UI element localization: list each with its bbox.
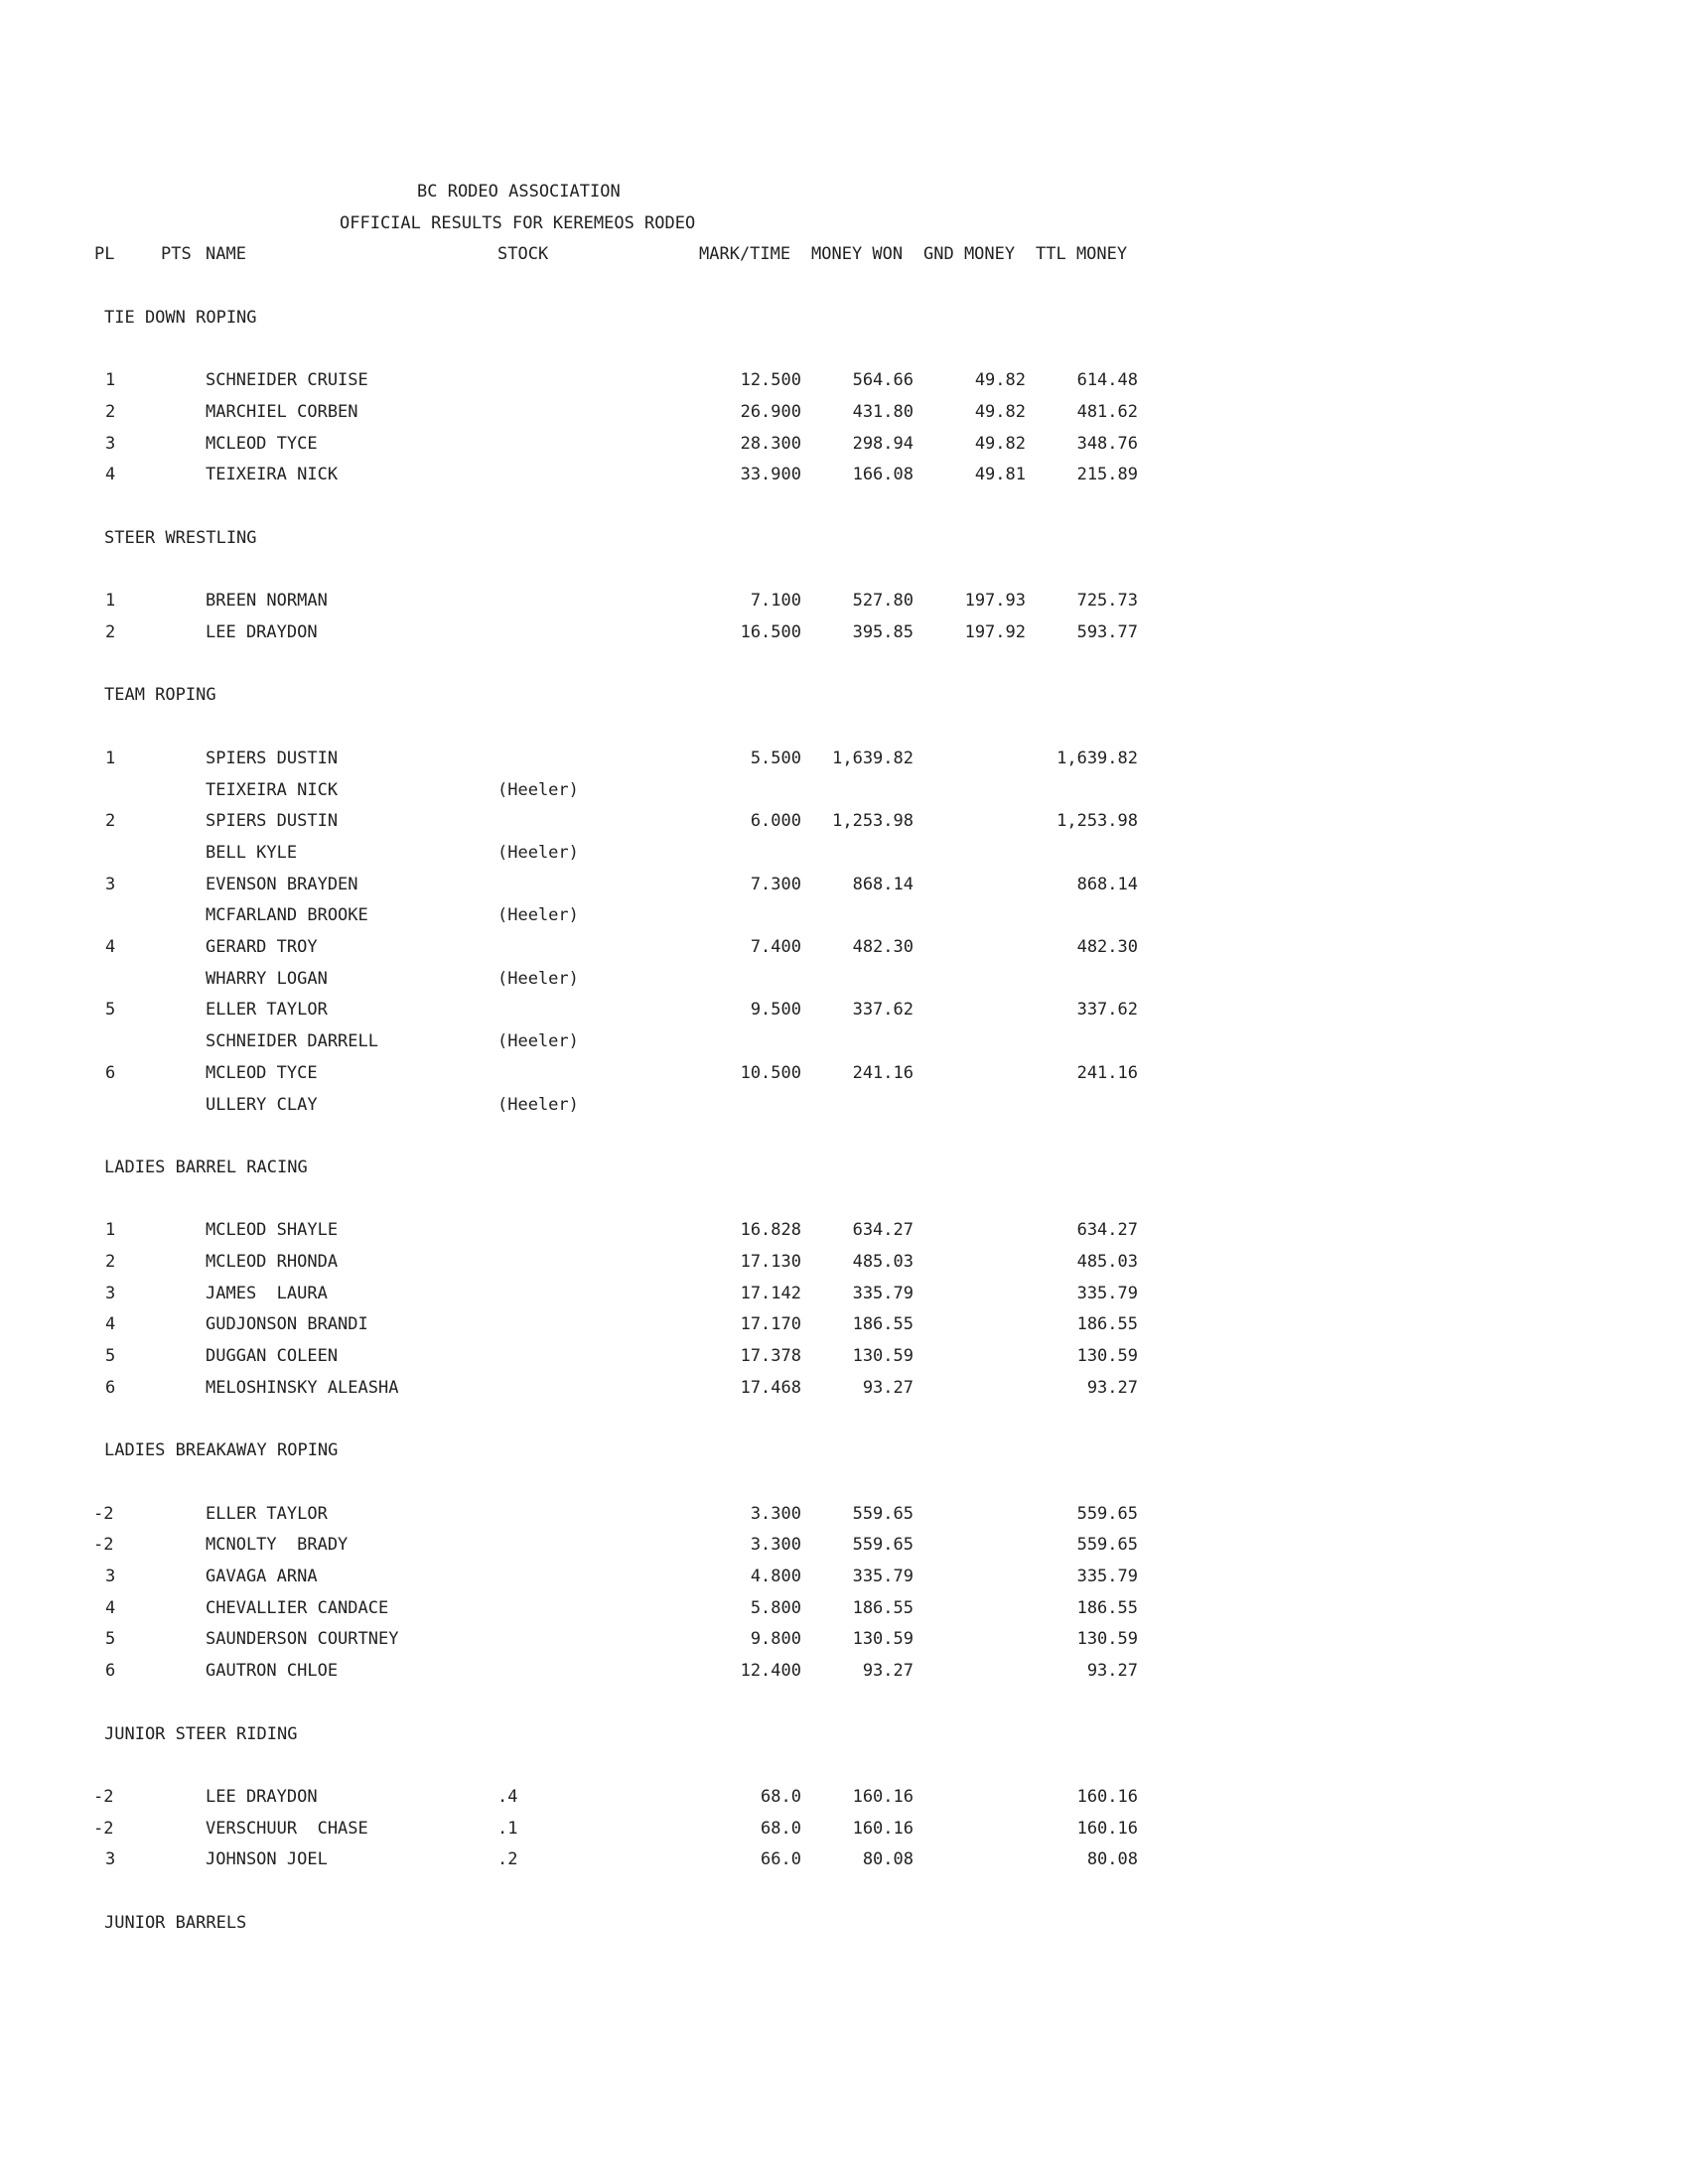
col-name: NAME xyxy=(206,244,246,264)
money-won: 559.65 xyxy=(852,1535,914,1555)
total-money: 482.30 xyxy=(1076,937,1138,957)
place: -2 xyxy=(93,1819,114,1839)
ground-money: 49.82 xyxy=(974,402,1026,422)
contestant-name: ULLERY CLAY xyxy=(206,1095,318,1115)
total-money: 335.79 xyxy=(1076,1284,1138,1303)
mark-time: 7.100 xyxy=(750,591,801,611)
total-money: 614.48 xyxy=(1076,370,1138,390)
mark-time: 12.500 xyxy=(740,370,801,390)
place: 1 xyxy=(105,591,116,611)
money-won: 160.16 xyxy=(852,1819,914,1839)
total-money: 335.79 xyxy=(1076,1567,1138,1586)
mark-time: 6.000 xyxy=(750,811,801,831)
contestant-name: MCLEOD SHAYLE xyxy=(206,1220,339,1240)
mark-time: 33.900 xyxy=(740,465,801,484)
contestant-name: TEIXEIRA NICK xyxy=(206,780,339,800)
total-money: 241.16 xyxy=(1076,1063,1138,1083)
contestant-name: JAMES LAURA xyxy=(206,1284,328,1303)
stock: (Heeler) xyxy=(497,843,579,863)
place: 4 xyxy=(105,1598,116,1618)
place: 4 xyxy=(105,937,116,957)
money-won: 160.16 xyxy=(852,1787,914,1807)
mark-time: 16.500 xyxy=(740,622,801,642)
total-money: 186.55 xyxy=(1076,1598,1138,1618)
stock: .2 xyxy=(497,1849,518,1869)
money-won: 93.27 xyxy=(862,1378,914,1398)
place: 4 xyxy=(105,1314,116,1334)
mark-time: 68.0 xyxy=(761,1819,801,1839)
money-won: 1,253.98 xyxy=(832,811,914,831)
mark-time: 3.300 xyxy=(750,1504,801,1524)
mark-time: 5.800 xyxy=(750,1598,801,1618)
report-subtitle: OFFICIAL RESULTS FOR KEREMEOS RODEO xyxy=(340,213,696,233)
place: 1 xyxy=(105,1220,116,1240)
place: 3 xyxy=(105,875,116,894)
contestant-name: EVENSON BRAYDEN xyxy=(206,875,358,894)
total-money: 559.65 xyxy=(1076,1504,1138,1524)
total-money: 160.16 xyxy=(1076,1787,1138,1807)
place: 6 xyxy=(105,1661,116,1681)
mark-time: 17.130 xyxy=(740,1252,801,1272)
money-won: 564.66 xyxy=(852,370,914,390)
money-won: 485.03 xyxy=(852,1252,914,1272)
stock: (Heeler) xyxy=(497,905,579,925)
event-title: STEER WRESTLING xyxy=(104,528,257,548)
stock: .4 xyxy=(497,1787,518,1807)
total-money: 725.73 xyxy=(1076,591,1138,611)
contestant-name: GERARD TROY xyxy=(206,937,318,957)
col-mark-time: MARK/TIME xyxy=(699,244,791,264)
contestant-name: CHEVALLIER CANDACE xyxy=(206,1598,389,1618)
mark-time: 9.800 xyxy=(750,1629,801,1649)
total-money: 1,253.98 xyxy=(1056,811,1138,831)
mark-time: 68.0 xyxy=(761,1787,801,1807)
event-title: TIE DOWN ROPING xyxy=(104,308,257,328)
ground-money: 197.92 xyxy=(964,622,1026,642)
total-money: 481.62 xyxy=(1076,402,1138,422)
total-money: 559.65 xyxy=(1076,1535,1138,1555)
contestant-name: LEE DRAYDON xyxy=(206,1787,318,1807)
mark-time: 10.500 xyxy=(740,1063,801,1083)
place: 3 xyxy=(105,1849,116,1869)
contestant-name: MCFARLAND BROOKE xyxy=(206,905,368,925)
place: 6 xyxy=(105,1063,116,1083)
money-won: 337.62 xyxy=(852,1000,914,1020)
money-won: 335.79 xyxy=(852,1567,914,1586)
event-title: JUNIOR BARRELS xyxy=(104,1913,247,1933)
money-won: 166.08 xyxy=(852,465,914,484)
contestant-name: TEIXEIRA NICK xyxy=(206,465,339,484)
contestant-name: SCHNEIDER DARRELL xyxy=(206,1031,378,1051)
money-won: 868.14 xyxy=(852,875,914,894)
contestant-name: ELLER TAYLOR xyxy=(206,1000,328,1020)
mark-time: 26.900 xyxy=(740,402,801,422)
place: 3 xyxy=(105,1567,116,1586)
col-gnd-money: GND MONEY xyxy=(923,244,1016,264)
place: 2 xyxy=(105,622,116,642)
total-money: 130.59 xyxy=(1076,1346,1138,1366)
contestant-name: MCLEOD TYCE xyxy=(206,434,318,454)
contestant-name: ELLER TAYLOR xyxy=(206,1504,328,1524)
total-money: 593.77 xyxy=(1076,622,1138,642)
mark-time: 17.170 xyxy=(740,1314,801,1334)
total-money: 160.16 xyxy=(1076,1819,1138,1839)
contestant-name: BELL KYLE xyxy=(206,843,298,863)
contestant-name: SAUNDERSON COURTNEY xyxy=(206,1629,399,1649)
place: 5 xyxy=(105,1346,116,1366)
money-won: 559.65 xyxy=(852,1504,914,1524)
mark-time: 17.378 xyxy=(740,1346,801,1366)
mark-time: 12.400 xyxy=(740,1661,801,1681)
total-money: 337.62 xyxy=(1076,1000,1138,1020)
mark-time: 5.500 xyxy=(750,749,801,768)
stock: (Heeler) xyxy=(497,1095,579,1115)
place: 5 xyxy=(105,1000,116,1020)
place: -2 xyxy=(93,1787,114,1807)
contestant-name: JOHNSON JOEL xyxy=(206,1849,328,1869)
money-won: 93.27 xyxy=(862,1661,914,1681)
mark-time: 9.500 xyxy=(750,1000,801,1020)
money-won: 431.80 xyxy=(852,402,914,422)
mark-time: 28.300 xyxy=(740,434,801,454)
contestant-name: SCHNEIDER CRUISE xyxy=(206,370,368,390)
place: 4 xyxy=(105,465,116,484)
ground-money: 49.82 xyxy=(974,370,1026,390)
place: 1 xyxy=(105,370,116,390)
contestant-name: VERSCHUUR CHASE xyxy=(206,1819,368,1839)
money-won: 298.94 xyxy=(852,434,914,454)
mark-time: 4.800 xyxy=(750,1567,801,1586)
total-money: 868.14 xyxy=(1076,875,1138,894)
contestant-name: MELOSHINSKY ALEASHA xyxy=(206,1378,399,1398)
contestant-name: DUGGAN COLEEN xyxy=(206,1346,339,1366)
ground-money: 197.93 xyxy=(964,591,1026,611)
money-won: 335.79 xyxy=(852,1284,914,1303)
total-money: 130.59 xyxy=(1076,1629,1138,1649)
total-money: 1,639.82 xyxy=(1056,749,1138,768)
money-won: 1,639.82 xyxy=(832,749,914,768)
place: 2 xyxy=(105,402,116,422)
money-won: 130.59 xyxy=(852,1346,914,1366)
place: 1 xyxy=(105,749,116,768)
col-pl: PL xyxy=(94,244,115,264)
contestant-name: MARCHIEL CORBEN xyxy=(206,402,358,422)
contestant-name: BREEN NORMAN xyxy=(206,591,328,611)
mark-time: 7.300 xyxy=(750,875,801,894)
mark-time: 17.468 xyxy=(740,1378,801,1398)
money-won: 241.16 xyxy=(852,1063,914,1083)
money-won: 186.55 xyxy=(852,1598,914,1618)
money-won: 130.59 xyxy=(852,1629,914,1649)
event-title: LADIES BREAKAWAY ROPING xyxy=(104,1440,339,1460)
contestant-name: GAUTRON CHLOE xyxy=(206,1661,339,1681)
contestant-name: SPIERS DUSTIN xyxy=(206,811,339,831)
stock: (Heeler) xyxy=(497,969,579,989)
money-won: 186.55 xyxy=(852,1314,914,1334)
contestant-name: MCNOLTY BRADY xyxy=(206,1535,349,1555)
ground-money: 49.81 xyxy=(974,465,1026,484)
contestant-name: GAVAGA ARNA xyxy=(206,1567,318,1586)
place: 2 xyxy=(105,1252,116,1272)
place: 6 xyxy=(105,1378,116,1398)
place: -2 xyxy=(93,1535,114,1555)
money-won: 395.85 xyxy=(852,622,914,642)
stock: .1 xyxy=(497,1819,518,1839)
place: -2 xyxy=(93,1504,114,1524)
contestant-name: LEE DRAYDON xyxy=(206,622,318,642)
total-money: 80.08 xyxy=(1086,1849,1138,1869)
mark-time: 66.0 xyxy=(761,1849,801,1869)
contestant-name: MCLEOD RHONDA xyxy=(206,1252,339,1272)
money-won: 527.80 xyxy=(852,591,914,611)
mark-time: 17.142 xyxy=(740,1284,801,1303)
place: 3 xyxy=(105,434,116,454)
stock: (Heeler) xyxy=(497,780,579,800)
total-money: 186.55 xyxy=(1076,1314,1138,1334)
col-money-won: MONEY WON xyxy=(811,244,904,264)
col-pts: PTS xyxy=(161,244,192,264)
event-title: TEAM ROPING xyxy=(104,685,216,705)
total-money: 215.89 xyxy=(1076,465,1138,484)
contestant-name: WHARRY LOGAN xyxy=(206,969,328,989)
mark-time: 16.828 xyxy=(740,1220,801,1240)
money-won: 482.30 xyxy=(852,937,914,957)
col-ttl-money: TTL MONEY xyxy=(1036,244,1128,264)
stock: (Heeler) xyxy=(497,1031,579,1051)
money-won: 80.08 xyxy=(862,1849,914,1869)
col-stock: STOCK xyxy=(497,244,549,264)
total-money: 348.76 xyxy=(1076,434,1138,454)
place: 3 xyxy=(105,1284,116,1303)
event-title: LADIES BARREL RACING xyxy=(104,1158,308,1177)
contestant-name: GUDJONSON BRANDI xyxy=(206,1314,368,1334)
place: 5 xyxy=(105,1629,116,1649)
contestant-name: MCLEOD TYCE xyxy=(206,1063,318,1083)
total-money: 485.03 xyxy=(1076,1252,1138,1272)
total-money: 93.27 xyxy=(1086,1378,1138,1398)
ground-money: 49.82 xyxy=(974,434,1026,454)
event-title: JUNIOR STEER RIDING xyxy=(104,1724,298,1744)
mark-time: 3.300 xyxy=(750,1535,801,1555)
place: 2 xyxy=(105,811,116,831)
total-money: 634.27 xyxy=(1076,1220,1138,1240)
contestant-name: SPIERS DUSTIN xyxy=(206,749,339,768)
mark-time: 7.400 xyxy=(750,937,801,957)
org-title: BC RODEO ASSOCIATION xyxy=(417,182,621,202)
money-won: 634.27 xyxy=(852,1220,914,1240)
total-money: 93.27 xyxy=(1086,1661,1138,1681)
